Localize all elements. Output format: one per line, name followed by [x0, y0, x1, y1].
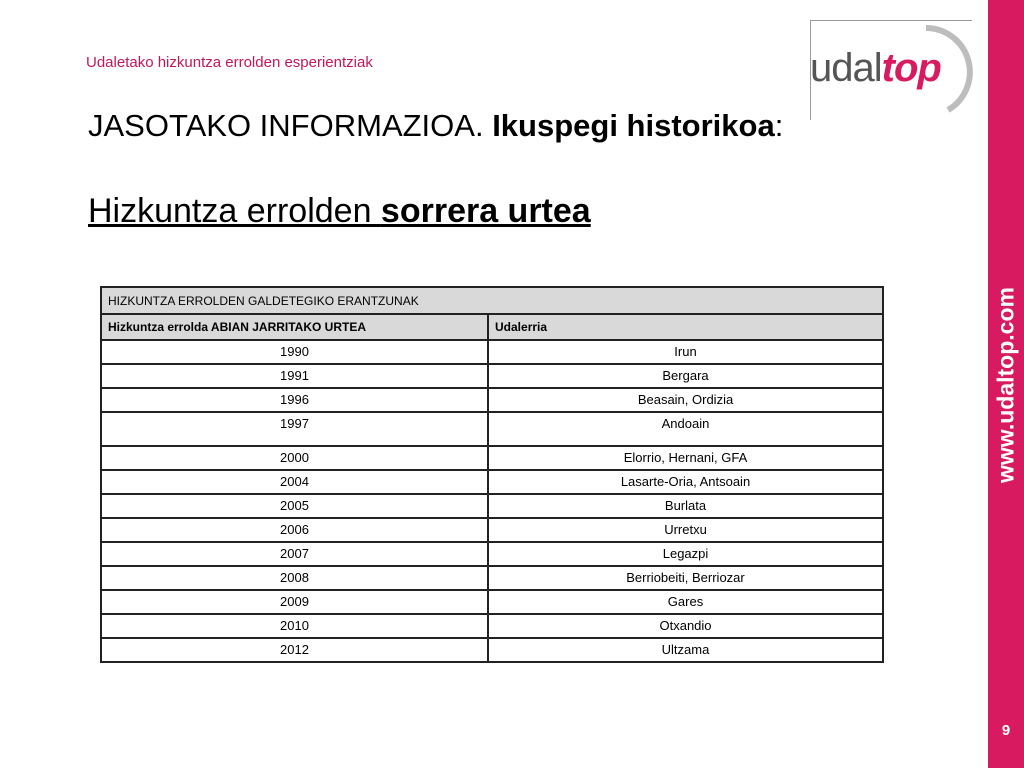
municipality-cell: Otxandio: [488, 614, 883, 638]
page-number: 9: [1001, 722, 1011, 739]
year-cell: 1990: [101, 340, 488, 364]
slide-subtitle: [88, 192, 591, 231]
table-row: [101, 494, 883, 518]
year-cell: 2009: [101, 590, 488, 614]
municipality-cell: Ultzama: [488, 638, 883, 662]
year-cell: 1996: [101, 388, 488, 412]
table-row: [101, 518, 883, 542]
logo-word-udal: udal: [810, 46, 882, 90]
municipality-cell: Burlata: [488, 494, 883, 518]
municipality-cell: Legazpi: [488, 542, 883, 566]
table-row: [101, 364, 883, 388]
table-caption: HIZKUNTZA ERROLDEN GALDETEGIKO ERANTZUNAK: [101, 287, 883, 314]
logo-word-top: top: [881, 46, 941, 90]
table-row: [101, 590, 883, 614]
year-cell: 2012: [101, 638, 488, 662]
subtitle-bold: sorrera urtea: [380, 192, 591, 230]
slide-title: [88, 108, 783, 144]
title-suffix: :: [774, 108, 784, 143]
year-cell: 1991: [101, 364, 488, 388]
founding-year-table: [100, 286, 884, 663]
table-row: [101, 566, 883, 590]
municipality-cell: Beasain, Ordizia: [488, 388, 883, 412]
subtitle-normal: Hizkuntza errolden: [88, 192, 381, 230]
municipality-cell: Irun: [488, 340, 883, 364]
table-caption-row: [101, 287, 883, 314]
year-cell: 2005: [101, 494, 488, 518]
table-row: [101, 388, 883, 412]
municipality-cell: Elorrio, Hernani, GFA: [488, 446, 883, 470]
column-header-year: Hizkuntza errolda ABIAN JARRITAKO URTEA: [101, 314, 488, 340]
slide-caption: Udaletako hizkuntza errolden esperientziak: [86, 54, 373, 71]
year-cell: 2010: [101, 614, 488, 638]
website-url: [988, 0, 1024, 768]
year-cell: 2007: [101, 542, 488, 566]
website-url-text: www.udaltop.com: [992, 287, 1019, 483]
title-normal: JASOTAKO INFORMAZIOA.: [88, 108, 493, 143]
table-row: [101, 412, 883, 446]
title-bold: Ikuspegi historikoa: [492, 108, 775, 143]
udaltop-logo: [808, 20, 976, 120]
table-row: [101, 542, 883, 566]
year-cell: 2000: [101, 446, 488, 470]
municipality-cell: Gares: [488, 590, 883, 614]
logo-wordmark: [810, 48, 941, 88]
municipality-cell: Urretxu: [488, 518, 883, 542]
year-cell: 1997: [101, 412, 488, 446]
table-header-row: [101, 314, 883, 340]
table-row: [101, 470, 883, 494]
side-bar: [988, 0, 1024, 768]
municipality-cell: Bergara: [488, 364, 883, 388]
column-header-municipality: Udalerria: [488, 314, 883, 340]
municipality-cell: Andoain: [488, 412, 883, 446]
year-cell: 2008: [101, 566, 488, 590]
table-row: [101, 446, 883, 470]
municipality-cell: Berriobeiti, Berriozar: [488, 566, 883, 590]
table-row: [101, 638, 883, 662]
year-cell: 2006: [101, 518, 488, 542]
municipality-cell: Lasarte-Oria, Antsoain: [488, 470, 883, 494]
year-cell: 2004: [101, 470, 488, 494]
table-row: [101, 340, 883, 364]
table-row: [101, 614, 883, 638]
